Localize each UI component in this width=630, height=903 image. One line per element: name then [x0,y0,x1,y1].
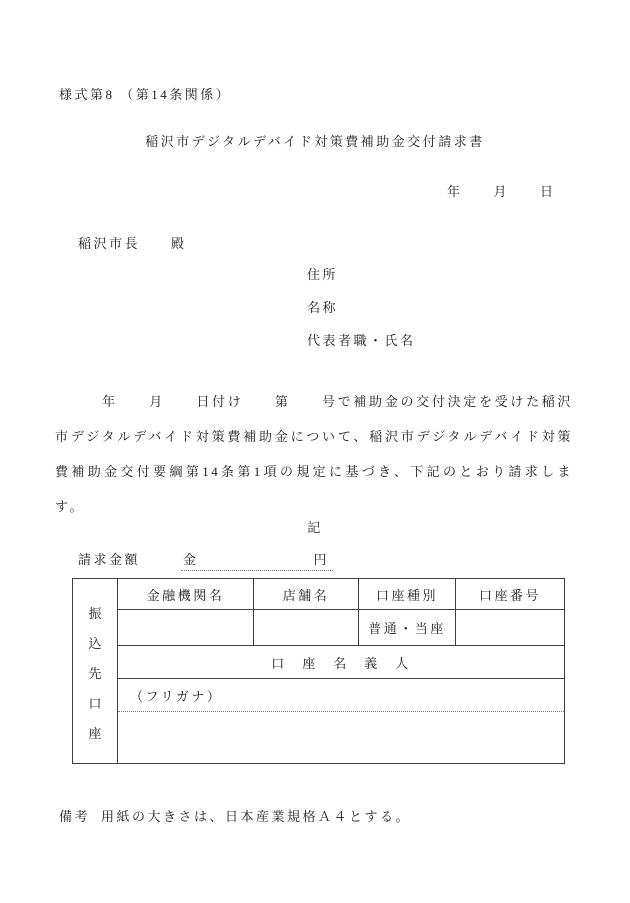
remarks-label: 備考 [59,809,91,824]
side-label-cell [73,579,118,764]
body-line: す。 [55,499,85,514]
body-line: 年 月 日付け 第 号で補助金の交付決定を受けた稲沢 [55,394,573,409]
account-type-options-cell: 普通・当座 [359,610,456,646]
branch-name-blank-cell [254,610,359,646]
table-header-row [73,579,565,610]
account-holder-label-cell: 口 座 名 義 人 [118,646,565,679]
body-paragraph [55,384,573,524]
body-line: 費補助金交付要綱第14条第1項の規定に基づき、下記のとおり請求しま [55,464,573,479]
bank-name-blank-cell [118,610,254,646]
account-number-header: 口座番号 [456,579,565,610]
currency-prefix: 金 [183,552,199,567]
form-number: 様式第8 （第14条関係） [59,87,232,102]
side-label-vertical [73,593,117,749]
remarks-text: 用紙の大きさは、日本産業規格Ａ４とする。 [101,809,412,824]
applicant-representative-label: 代表者職・氏名 [307,333,416,348]
applicant-block [307,268,416,367]
furigana-label: （フリガナ） [118,679,564,712]
account-holder-row [73,646,565,679]
side-label-char: 振 [88,606,102,621]
addressee-line: 稲沢市長 殿 [78,236,187,251]
branch-name-header: 店舗名 [254,579,359,610]
ki-marker: 記 [307,520,323,535]
body-line: 市デジタルデバイド対策費補助金について、稲沢市デジタルデバイド対策 [55,429,573,444]
side-label-char: 先 [88,666,102,681]
furigana-cell [118,679,565,764]
applicant-address-label: 住所 [307,267,339,282]
bank-name-header: 金融機関名 [118,579,254,610]
account-type-header: 口座種別 [359,579,456,610]
bank-transfer-table [72,578,565,764]
currency-suffix: 円 [313,552,329,567]
furigana-row [73,679,565,764]
remarks-line [59,806,411,825]
table-entry-row [73,610,565,646]
claim-amount-fill-line [181,549,333,571]
side-label-char: 座 [88,726,102,741]
document-title: 稲沢市デジタルデバイド対策費補助金交付請求書 [145,134,485,149]
account-number-blank-cell [456,610,565,646]
account-holder-blank-area [118,712,564,763]
side-label-char: 込 [88,636,102,651]
applicant-name-label: 名称 [307,300,339,315]
date-fill-line: 年 月 日 [447,184,556,199]
side-label-char: 口 [88,696,102,711]
claim-amount-label: 請求金額 [78,552,141,567]
